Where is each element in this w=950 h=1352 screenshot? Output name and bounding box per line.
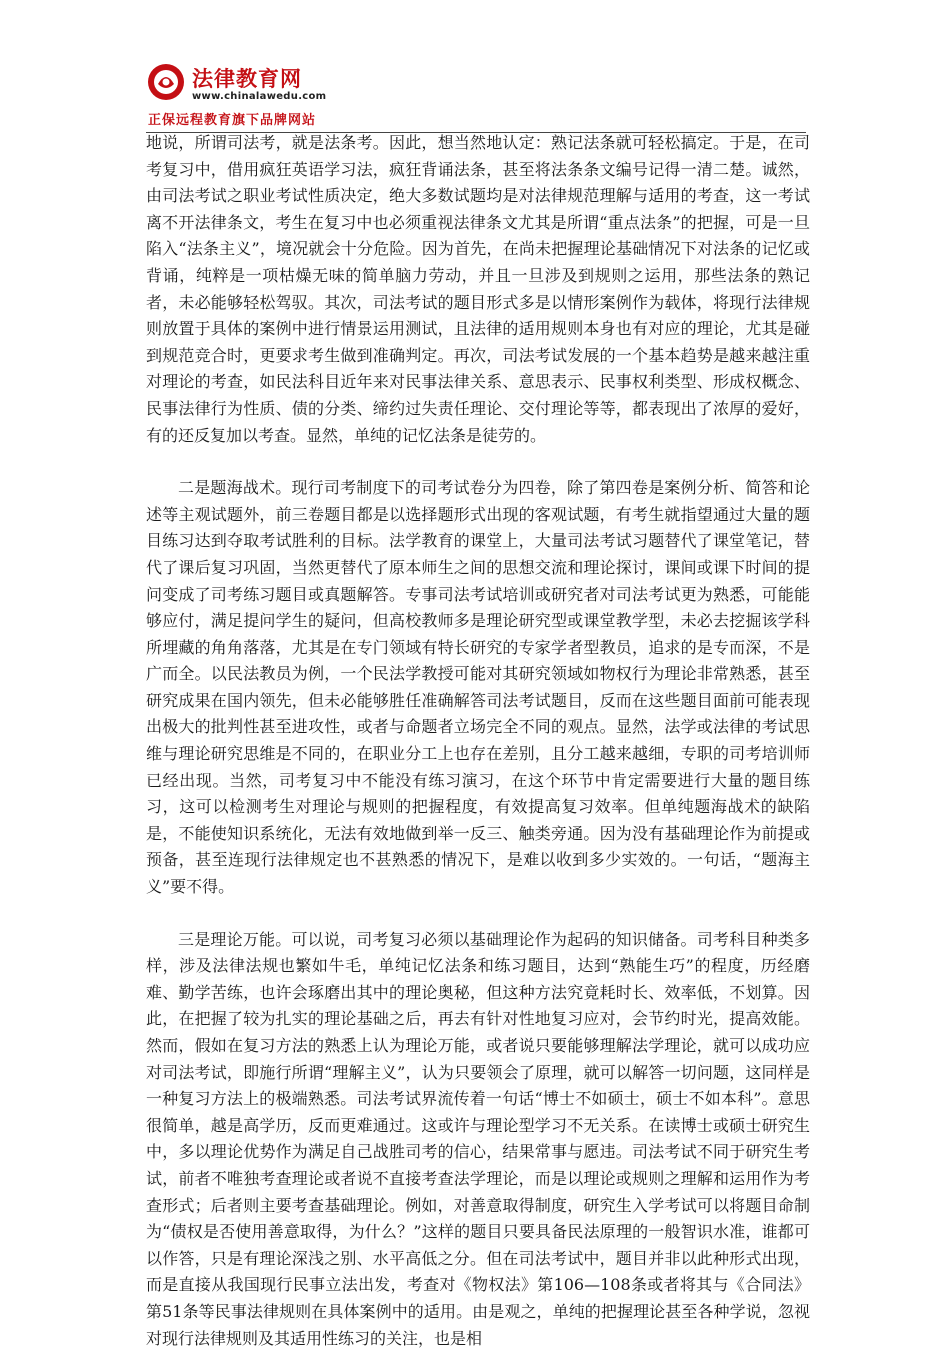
paragraph-spacer — [146, 901, 810, 927]
article-body — [146, 130, 810, 1352]
page-header — [146, 62, 806, 138]
paragraph-1: 地说，所谓司法考，就是法条考。因此，想当然地认定：熟记法条就可轻松搞定。于是，在司考复习中，借用疯狂英语学习法，疯狂背诵法条，甚至将法条条文编号记得一清二楚。诚然，由司法考试之职业考试性质决定，绝大多数试题均是对法律规范理解与适用的考查，这一考试离不开法律条文，考生在复习中也必须重视法律条文尤其是所谓“重点法条”的把握，可是一旦陷入“法条主义”，境况就会十分危险。因为首先，在尚未把握理论基础情况下对法条的记忆或背诵，纯粹是一项枯燥无味的简单脑力劳动，并且一旦涉及到规则之运用，那些法条的熟记者，未必能够轻松驾驭。其次，司法考试的题目形式多是以情形案例作为载体，将现行法律规则放置于具体的案例中进行情景运用测试，且法律的适用规则本身也有对应的理论，尤其是碰到规范竞合时，更要求考生做到准确判定。再次，司法考试发展的一个基本趋势是越来越注重对理论的考查，如民法科目近年来对民事法律关系、意思表示、民事权利类型、形成权概念、民事法律行为性质、债的分类、缔约过失责任理论、交付理论等等，都表现出了浓厚的爱好，有的还反复加以考查。显然，单纯的记忆法条是徒劳的。 — [146, 133, 810, 445]
paragraph-2: 二是题海战术。现行司考制度下的司考试卷分为四卷，除了第四卷是案例分析、简答和论述等主观试题外，前三卷题目都是以选择题形式出现的客观试题，有考生就指望通过大量的题目练习达到夺取考试胜利的目标。法学教育的课堂上，大量司法考试习题替代了课堂笔记，替代了课后复习巩固，当然更替代了原本师生之间的思想交流和理论探讨，课间或课下时间的提问变成了司考练习题目或真题解答。专事司法考试培训或研究者对司法考试更为熟悉，可能能够应付，满足提问学生的疑问，但高校教师多是理论研究型或课堂教学型，未必去挖掘该学科所埋藏的角角落落，尤其是在专门领域有特长研究的专家学者型教员，追求的是专而深，不是广而全。以民法教员为例，一个民法学教授可能对其研究领域如物权行为理论非常熟悉，甚至研究成果在国内领先，但未必能够胜任准确解答司法考试题目，反而在这些题目面前可能表现出极大的批判性甚至进攻性，或者与命题者立场完全不同的观点。显然，法学或法律的考试思维与理论研究思维是不同的，在职业分工上也存在差别，且分工越来越细，专职的司考培训师已经出现。当然，司考复习中不能没有练习演习，在这个环节中肯定需要进行大量的题目练习，这可以检测考生对理论与规则的把握程度，有效提高复习效率。但单纯题海战术的缺陷是，不能使知识系统化，无法有效地做到举一反三、触类旁通。因为没有基础理论作为前提或预备，甚至连现行法律规定也不甚熟悉的情况下，是难以收到多少实效的。一句话，“题海主义”要不得。 — [146, 478, 810, 897]
site-slogan: 正保远程教育旗下品牌网站 — [148, 113, 317, 128]
site-url[interactable]: www.chinalawedu.com — [192, 91, 327, 102]
paragraph-spacer — [146, 449, 810, 475]
paragraph-3: 三是理论万能。可以说，司考复习必须以基础理论作为起码的知识储备。司考科目种类多样，涉及法律法规也繁如牛毛，单纯记忆法条和练习题目，达到“熟能生巧”的程度，历经磨难、勤学苦练，也许会琢磨出其中的理论奥秘，但这种方法究竟耗时长、效率低，不划算。因此，在把握了较为扎实的理论基础之后，再去有针对性地复习应对，会节约时光，提高效能。然而，假如在复习方法的熟悉上认为理论万能，或者说只要能够理解法学理论，就可以成功应对司法考试，即施行所谓“理解主义”，认为只要领会了原理，就可以解答一切问题，这同样是一种复习方法上的极端熟悉。司法考试界流传着一句话“博士不如硕士，硕士不如本科”。意思很简单，越是高学历，反而更难通过。这或许与理论型学习不无关系。在读博士或硕士研究生中，多以理论优势作为满足自己战胜司考的信心，结果常事与愿违。司法考试不同于研究生考试，前者不唯独考查理论或者说不直接考查法学理论，而是以理论或规则之理解和运用作为考查形式；后者则主要考查基础理论。例如，对善意取得制度，研究生入学考试可以将题目命制为“债权是否使用善意取得，为什么？”这样的题目只要具备民法原理的一般智识水准，谁都可以作答，只是有理论深浅之别、水平高低之分。但在司法考试中，题目并非以此种形式出现，而是直接从我国现行民事立法出发，考查对《物权法》第106—108条或者将其与《合同法》第51条等民事法律规则在具体案例中的适用。由是观之，单纯的把握理论甚至各种学说，忽视对现行法律规则及其适用性练习的关注，也是相 — [146, 929, 810, 1348]
brand-name: 法律教育网 — [192, 67, 302, 91]
logo-icon — [146, 62, 186, 102]
